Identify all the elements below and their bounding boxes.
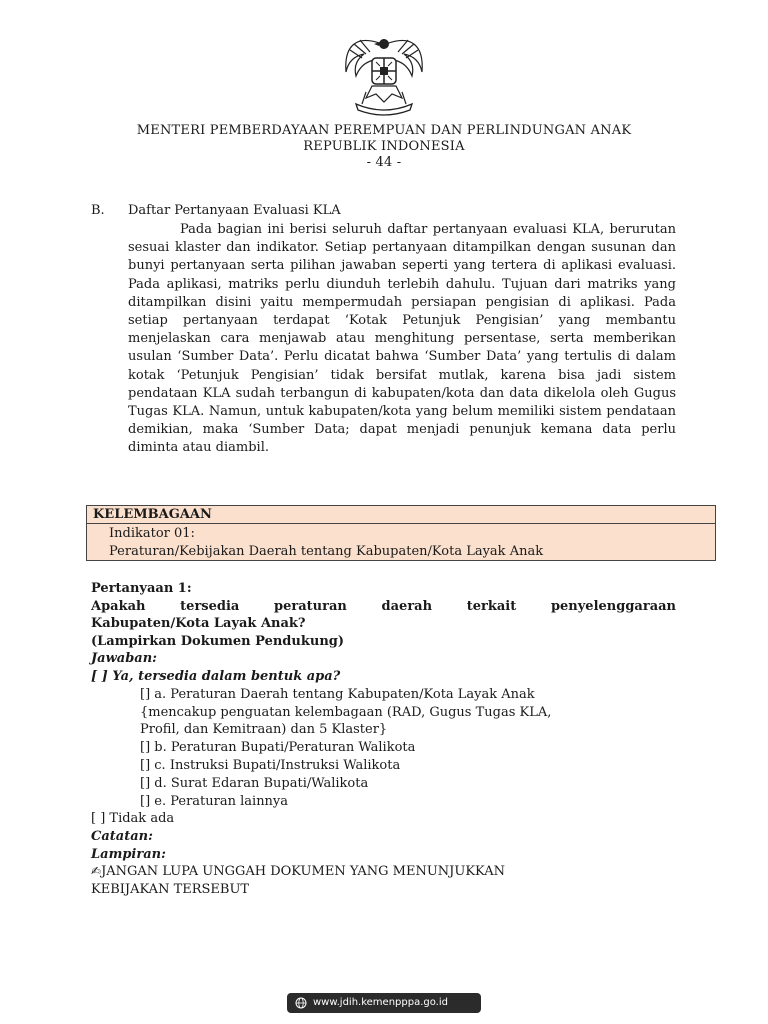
attachment-note: (Lampirkan Dokumen Pendukung) (91, 634, 345, 649)
notes-label: Catatan: (91, 829, 153, 844)
writing-hand-icon: ✍ (91, 864, 102, 878)
indicator-label: Indikator 01: (109, 526, 195, 541)
garuda-emblem-icon (336, 32, 432, 118)
footer-url[interactable]: www.jdih.kemenpppa.go.id (313, 997, 448, 1008)
option-a[interactable]: [] a. Peraturan Daerah tentang Kabupaten/Kota Layak Anak (140, 687, 535, 702)
no-option[interactable]: [ ] Tidak ada (91, 811, 175, 826)
question-label: Pertanyaan 1: (91, 581, 192, 596)
footer-url-badge[interactable] (287, 993, 481, 1013)
yes-option[interactable]: [ ] Ya, tersedia dalam bentuk apa? (91, 669, 341, 684)
option-c[interactable]: [] c. Instruksi Bupati/Instruksi Walikota (140, 758, 401, 773)
section-paragraph: Pada bagian ini berisi seluruh daftar pertanyaan evaluasi KLA, berurutan sesuai klaster dan indikator. Setiap pertanyaan ditampilkan dengan susunan dan bunyi pertanyaan serta pilihan jawaban seperti yang tertera di aplikasi evaluasi. Pada aplikasi, matriks perlu diunduh terlebih dahulu. Tujuan dari matriks yang ditampilkan disini yaitu mempermudah persiapan pengisian di aplikasi. Pada setiap pertanyaan terdapat ‘Kotak Petunjuk Pengisian’ yang membantu menjelaskan cara menjawab atau menghitung persentase, serta memberikan usulan ‘Sumber Data’. Perlu dicatat bahwa ‘Sumber Data’ yang tertulis di dalam kotak ‘Petunjuk Pengisian’ tidak bersifat mutlak, karena bisa jadi sistem pendataan KLA sudah terbangun di kabupaten/kota dan data dikelola oleh Gugus Tugas KLA. Namun, untuk kabupaten/kota yang belum memiliki sistem pendataan demikian, maka ‘Sumber Data; dapat menjadi penunjuk kemana data perlu diminta atau diambil. (128, 222, 676, 456)
option-d[interactable]: [] d. Surat Edaran Bupati/Walikota (140, 776, 369, 791)
country-name: REPUBLIK INDONESIA (303, 139, 465, 154)
reminder-line1 (91, 863, 505, 880)
option-e[interactable]: [] e. Peraturan lainnya (140, 794, 289, 809)
kelembagaan-heading: KELEMBAGAAN (87, 506, 715, 524)
answer-label: Jawaban: (91, 651, 157, 666)
reminder-text: JANGAN LUPA UNGGAH DOKUMEN YANG MENUNJUKKAN (101, 864, 506, 879)
section-title: Daftar Pertanyaan Evaluasi KLA (128, 203, 341, 218)
question-text-line2: Kabupaten/Kota Layak Anak? (91, 616, 306, 631)
ministry-title: MENTERI PEMBERDAYAAN PEREMPUAN DAN PERLINDUNGAN ANAK (136, 123, 632, 138)
section-letter: B. (91, 203, 105, 218)
page-number: - 44 - (366, 155, 402, 170)
attachment-label: Lampiran: (91, 847, 166, 862)
globe-icon (295, 997, 307, 1009)
option-a-detail-line1: {mencakup penguatan kelembagaan (RAD, Gugus Tugas KLA, (140, 705, 552, 720)
option-a-detail-line2: Profil, dan Kemitraan) dan 5 Klaster} (140, 722, 388, 737)
reminder-line2: KEBIJAKAN TERSEBUT (91, 882, 250, 897)
kelembagaan-box (86, 505, 716, 561)
option-b[interactable]: [] b. Peraturan Bupati/Peraturan Walikota (140, 740, 416, 755)
question-text-line1: Apakah tersedia peraturan daerah terkait penyelenggaraan (91, 599, 676, 614)
indicator-description: Peraturan/Kebijakan Daerah tentang Kabupaten/Kota Layak Anak (109, 544, 544, 559)
